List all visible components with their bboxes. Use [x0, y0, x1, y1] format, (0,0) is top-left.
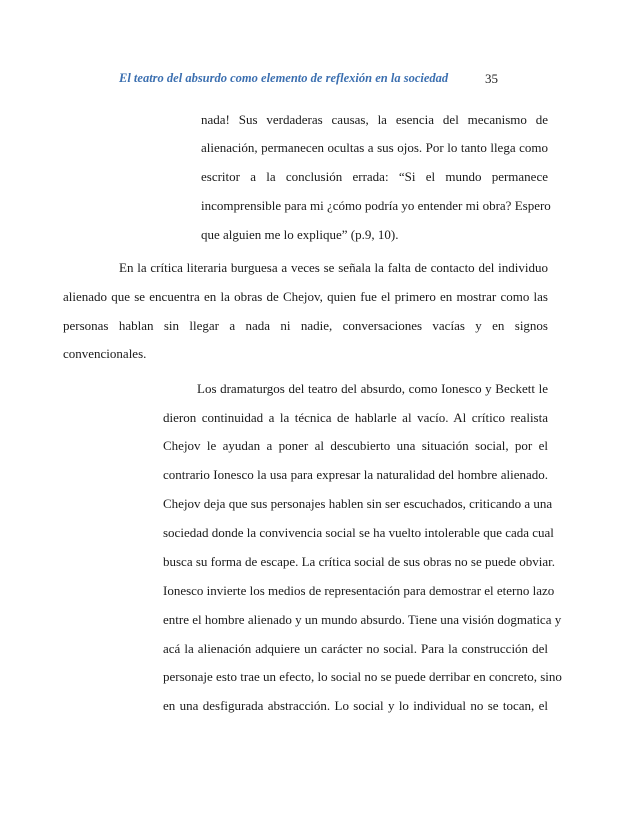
paragraph-line: personas hablan sin llegar a nada ni nadie, conversaciones vacías y en signos — [63, 318, 548, 333]
quote1-line: nada! Sus verdaderas causas, la esencia del mecanismo de — [201, 112, 548, 127]
quote2-line: Los dramaturgos del teatro del absurdo, como Ionesco y Beckett le — [197, 381, 548, 396]
quote1-line: incomprensible para mi ¿cómo podría yo entender mi obra? Espero — [201, 198, 551, 213]
quote2-line: entre el hombre alienado y un mundo absurdo. Tiene una visión dogmatica y — [163, 612, 562, 627]
quote1-line: escritor a la conclusión errada: “Si el mundo permanece — [201, 169, 548, 184]
quote2-line: contrario Ionesco la usa para expresar la naturalidad del hombre alienado. — [163, 467, 548, 482]
quote1-line: que alguien me lo explique” (p.9, 10). — [201, 227, 399, 242]
quote2-line: busca su forma de escape. La crítica social de sus obras no se puede obviar. — [163, 554, 556, 569]
quote2-line: Ionesco invierte los medios de representación para demostrar el eterno lazo — [163, 583, 555, 598]
quote2-line: Chejov le ayudan a poner al descubierto una situación social, por el — [163, 438, 548, 453]
quote2-line: personaje esto trae un efecto, lo social no se puede derribar en concreto, sino — [163, 669, 562, 684]
quote2-line: en una desfigurada abstracción. Lo social y lo individual no se tocan, el — [163, 698, 548, 713]
running-header — [119, 71, 539, 89]
quote2-line: sociedad donde la convivencia social se ha vuelto intolerable que cada cual — [163, 525, 554, 540]
quote2-line: Chejov deja que sus personajes hablen sin ser escuchados, criticando a una — [163, 496, 553, 511]
paragraph-line: convencionales. — [63, 346, 147, 361]
quote1-line: alienación, permanecen ocultas a sus ojos. Por lo tanto llega como — [201, 140, 548, 155]
page-number: 35 — [485, 71, 498, 86]
paragraph-line: En la crítica literaria burguesa a veces se señala la falta de contacto del individuo — [119, 260, 548, 275]
quote2-line: acá la alienación adquiere un carácter no social. Para la construcción del — [163, 641, 548, 656]
quote2-line: dieron continuidad a la técnica de hablarle al vacío. Al crítico realista — [163, 410, 548, 425]
header-title: El teatro del absurdo como elemento de reflexión en la sociedad — [119, 71, 449, 85]
paragraph-line: alienado que se encuentra en la obras de Chejov, quien fue el primero en mostrar como las — [63, 289, 548, 304]
